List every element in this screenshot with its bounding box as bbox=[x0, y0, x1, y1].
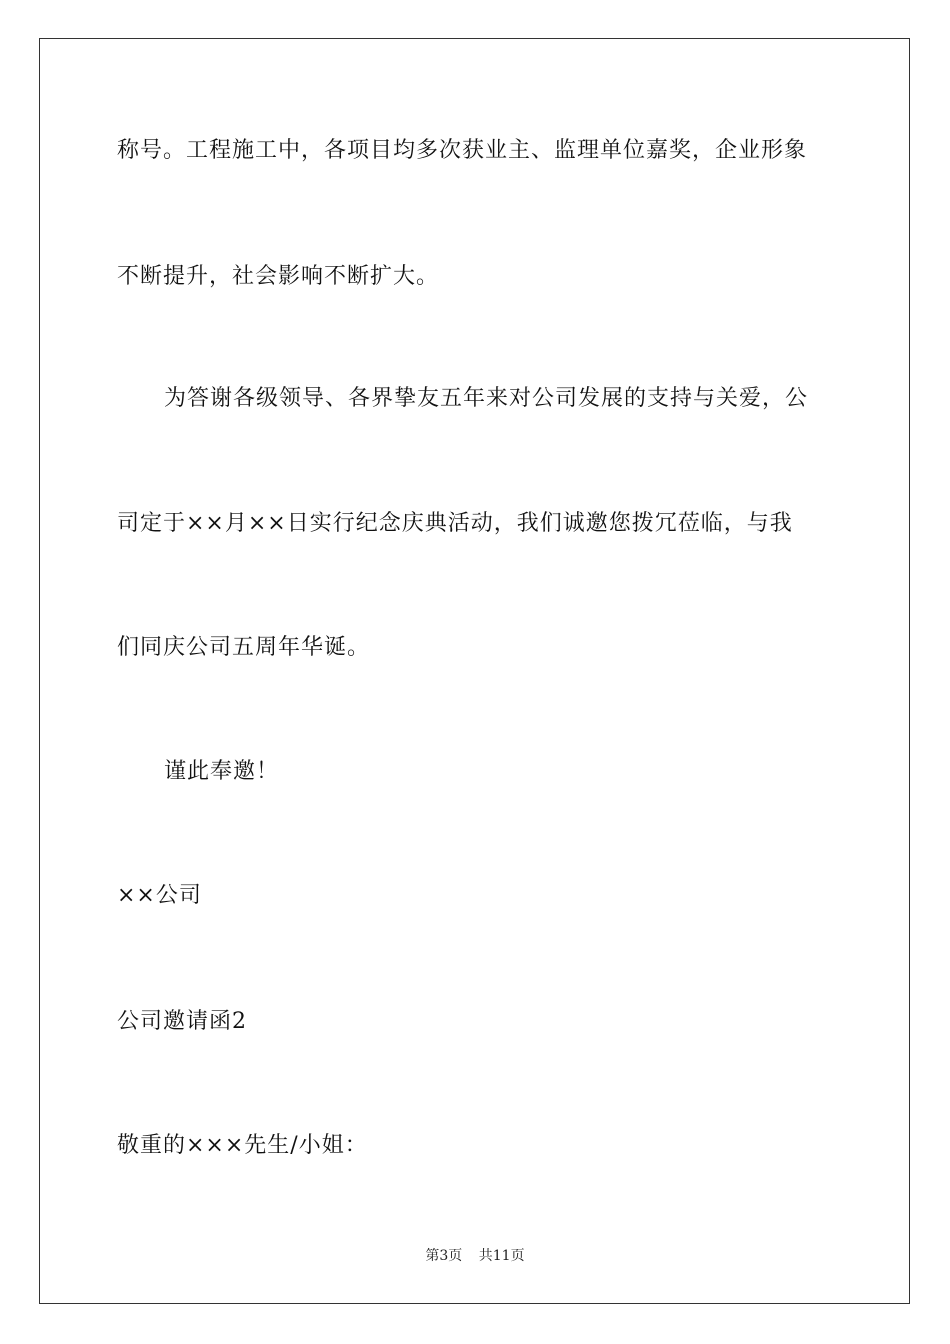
body-line-4: 司定于××月××日实行纪念庆典活动，我们诚邀您拨冗莅临，与我 bbox=[117, 511, 793, 536]
page-footer bbox=[0, 1246, 950, 1266]
page-border bbox=[39, 38, 910, 1304]
closing-line: 谨此奉邀！ bbox=[164, 759, 280, 784]
body-line-1: 称号。工程施工中，各项目均多次获业主、监理单位嘉奖，企业形象 bbox=[117, 138, 808, 163]
signature-company: ××公司 bbox=[117, 883, 202, 908]
page-number: 第3页 bbox=[425, 1248, 463, 1264]
section-title: 公司邀请函2 bbox=[117, 1009, 247, 1034]
page-total: 共11页 bbox=[478, 1248, 525, 1264]
body-line-2: 不断提升，社会影响不断扩大。 bbox=[117, 264, 440, 289]
body-line-3: 为答谢各级领导、各界挚友五年来对公司发展的支持与关爱，公 bbox=[164, 386, 809, 411]
body-line-5: 们同庆公司五周年华诞。 bbox=[117, 635, 371, 660]
salutation: 敬重的×××先生/小姐： bbox=[117, 1133, 368, 1158]
